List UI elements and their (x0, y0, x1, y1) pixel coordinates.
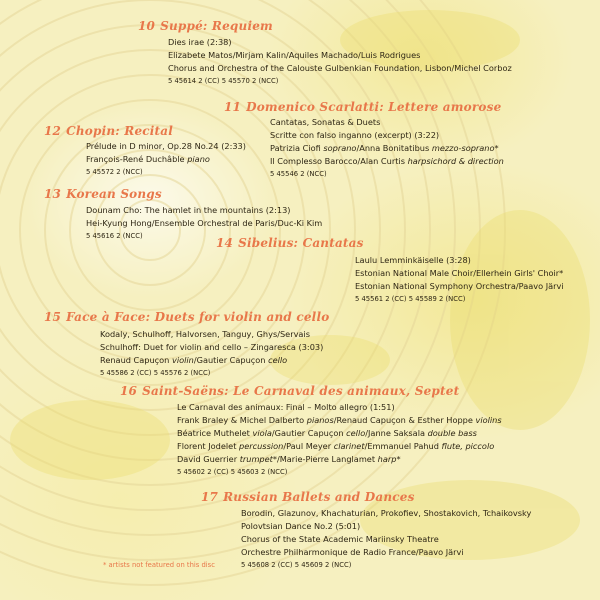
entry-title: 12 Chopin: Recital (44, 124, 174, 138)
track-line: Borodin, Glazunov, Khachaturian, Prokofiev, Shostakovich, Tchaikovsky (241, 508, 532, 518)
performers-line: David Guerrier trumpet*/Marie-Pierre Langlamet harp* (177, 454, 401, 464)
track-line: Dounam Cho: The hamlet in the mountains (2:13) (86, 205, 291, 215)
performers-line: Estonian National Symphony Orchestra/Paavo Järvi (355, 281, 564, 291)
entry-12 (44, 124, 246, 179)
performers-line: Elizabete Matos/Mirjam Kalin/Aquiles Machado/Luis Rodrigues (168, 50, 421, 60)
catalogue-number: 5 45561 2 (CC) 5 45589 2 (NCC) (355, 295, 466, 303)
entry-title: 10 Suppé: Requiem (138, 19, 273, 33)
performers-line: Il Complesso Barocco/Alan Curtis harpsichord & direction (270, 156, 504, 166)
performers-line: François-René Duchâble piano (86, 154, 210, 164)
track-line: Kodaly, Schulhoff, Halvorsen, Tanguy, Ghys/Servais (100, 329, 310, 339)
entry-title: 17 Russian Ballets and Dances (201, 490, 415, 504)
track-line: Polovtsian Dance No.2 (5:01) (241, 521, 361, 531)
performers-line: Béatrice Muthelet viola/Gautier Capuçon cello/Janne Saksala double bass (177, 428, 477, 438)
entry-13 (44, 187, 322, 243)
performers-line: Estonian National Male Choir/Ellerhein Girls' Choir* (355, 268, 564, 278)
entry-title: 14 Sibelius: Cantatas (216, 236, 364, 250)
performers-line: Patrizia Ciofi soprano/Anna Bonitatibus mezzo-soprano* (270, 143, 499, 153)
entry-10 (138, 19, 512, 88)
performers-line: Chorus and Orchestra of the Calouste Gulbenkian Foundation, Lisbon/Michel Corboz (168, 63, 512, 73)
track-line: Schulhoff: Duet for violin and cello – Zingaresca (3:03) (100, 342, 324, 352)
performers-line: Chorus of the State Academic Mariinsky Theatre (241, 534, 439, 544)
track-line: Prélude in D minor, Op.28 No.24 (2:33) (86, 141, 246, 151)
entry-title: 16 Saint-Saëns: Le Carnaval des animaux, Septet (120, 384, 460, 398)
catalogue-number: 5 45608 2 (CC) 5 45609 2 (NCC) (241, 561, 352, 569)
catalogue-number: 5 45614 2 (CC) 5 45570 2 (NCC) (168, 77, 279, 85)
entry-16 (120, 384, 502, 479)
performers-line: Hei-Kyung Hong/Ensemble Orchestral de Paris/Duc-Ki Kim (86, 218, 323, 228)
catalogue-number: 5 45616 2 (NCC) (86, 232, 143, 240)
entry-title: 11 Domenico Scarlatti: Lettere amorose (224, 100, 502, 114)
catalogue-number: 5 45602 2 (CC) 5 45603 2 (NCC) (177, 468, 288, 476)
entry-14 (216, 236, 564, 306)
performers-line: Florent Jodelet percussion/Paul Meyer clarinet/Emmanuel Pahud flute, piccolo (177, 441, 495, 451)
track-line: Le Carnaval des animaux: Final – Molto allegro (1:51) (177, 402, 395, 412)
catalogue-number: 5 45586 2 (CC) 5 45576 2 (NCC) (100, 369, 211, 377)
track-line: Scritte con falso inganno (excerpt) (3:22) (270, 130, 440, 140)
entry-title: 15 Face à Face: Duets for violin and cello (44, 310, 330, 324)
entry-title: 13 Korean Songs (44, 187, 162, 201)
performers-line: Renaud Capuçon violin/Gautier Capuçon cello (100, 355, 288, 365)
catalogue-number: 5 45546 2 (NCC) (270, 170, 327, 178)
performers-line: Frank Braley & Michel Dalberto pianos/Renaud Capuçon & Esther Hoppe violins (177, 415, 502, 425)
footnote: * artists not featured on this disc (103, 561, 215, 569)
entry-15 (44, 310, 329, 380)
catalogue-number: 5 45572 2 (NCC) (86, 168, 143, 176)
entry-17 (201, 490, 531, 572)
track-line: Laulu Lemminkäiselle (3:28) (355, 255, 471, 265)
performers-line: Orchestre Philharmonique de Radio France/Paavo Järvi (241, 547, 464, 557)
track-line: Dies irae (2:38) (168, 37, 232, 47)
entry-11 (224, 100, 504, 181)
track-line: Cantatas, Sonatas & Duets (270, 117, 381, 127)
